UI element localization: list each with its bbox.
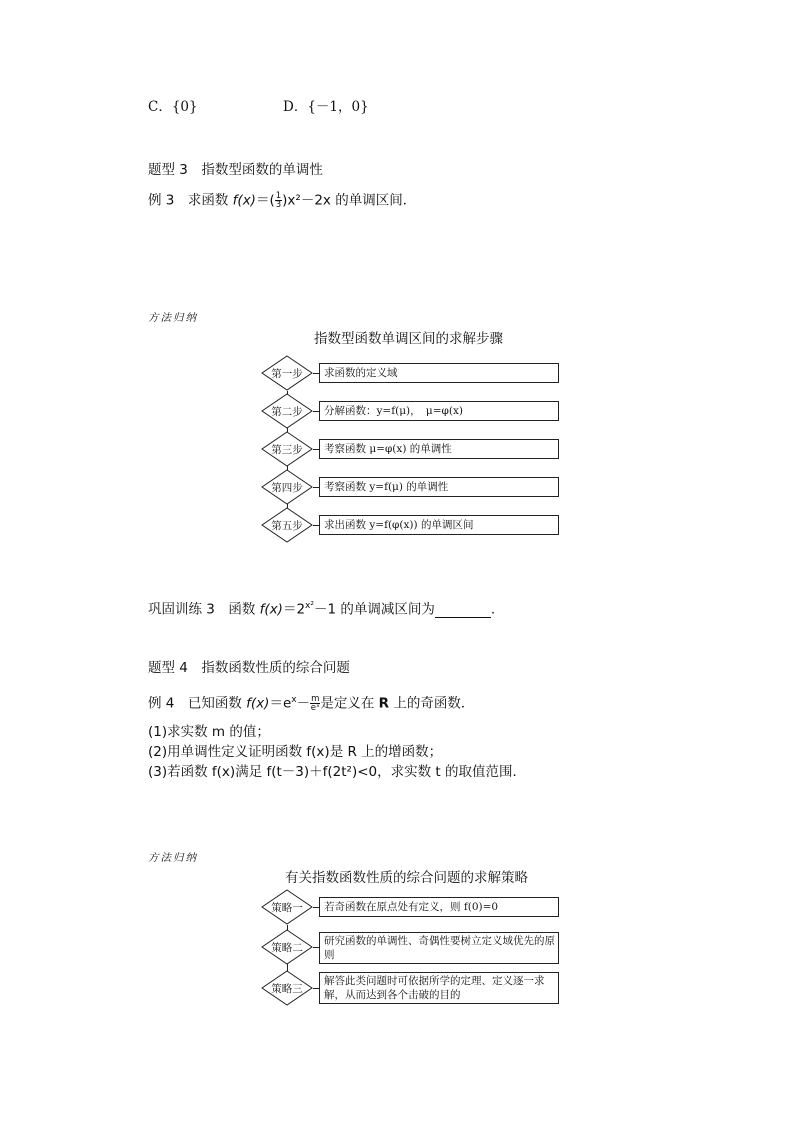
question-3: (3)若函数 f(x)满足 f(t－3)＋f(2t²)<0，求实数 t 的取值范围． <box>148 764 527 780</box>
fraction-one-third: $\frac{1}{3}$ <box>275 191 282 210</box>
step-diamond: 第四步 <box>261 469 313 505</box>
flow1-title: 指数型函数单调区间的求解步骤 <box>314 331 503 347</box>
strategy-box: 若奇函数在原点处有定义，则 f(0)=0 <box>319 897 559 917</box>
question-1: (1)求实数 m 的值； <box>148 724 270 740</box>
flow2-title: 有关指数函数性质的综合问题的求解策略 <box>285 870 528 886</box>
step-box: 求函数的定义域 <box>319 363 559 383</box>
step-box: 求出函数 y=f(φ(x)) 的单调区间 <box>319 515 559 535</box>
step-box: 分解函数：y=f(μ)， μ=φ(x) <box>319 401 559 421</box>
step-box: 考察函数 μ=φ(x) 的单调性 <box>319 439 559 459</box>
strategy-diamond: 策略一 <box>261 889 313 925</box>
type3-heading: 题型 3 指数型函数的单调性 <box>148 162 323 178</box>
question-2: (2)用单调性定义证明函数 f(x)是 R 上的增函数； <box>148 744 443 760</box>
strategy-diamond: 策略三 <box>261 970 313 1006</box>
fraction-m-over-ex: $\frac{m}{\text{eˣ}}$ <box>310 694 320 713</box>
strategy-box: 研究函数的单调性、奇偶性要树立定义域优先的原则 <box>319 932 559 964</box>
method-summary-note: 方法归纳 <box>148 312 198 324</box>
option-d: D．{－1，0} <box>283 99 369 115</box>
type3-example: 例 3 求函数 f(x)＝( $\frac{1}{3}$ )x²－2x 的单调区间． <box>148 191 417 210</box>
method-summary-note: 方法归纳 <box>148 852 198 864</box>
step-diamond: 第一步 <box>261 355 313 391</box>
strategy-box: 解答此类问题时可依据所学的定理、定义逐一求解，从而达到各个击破的目的 <box>319 972 559 1004</box>
answer-blank <box>435 605 491 618</box>
step-box: 考察函数 y=f(μ) 的单调性 <box>319 477 559 497</box>
type4-heading: 题型 4 指数函数性质的综合问题 <box>148 660 350 676</box>
option-c: C．{0} <box>148 99 198 115</box>
strategy-diamond: 策略二 <box>261 929 313 965</box>
step-diamond: 第五步 <box>261 507 313 543</box>
step-diamond: 第三步 <box>261 431 313 467</box>
step-diamond: 第二步 <box>261 393 313 429</box>
type4-example: 例 4 已知函数 $f(x)=e^x-$ $\frac{m}{\text{eˣ}}$ 是定义在 R 上的奇函数． <box>148 694 475 713</box>
practice3: 巩固训练 3 函数 $f(x)=2^{x^2}-1$ 的单调减区间为 . <box>148 601 496 618</box>
